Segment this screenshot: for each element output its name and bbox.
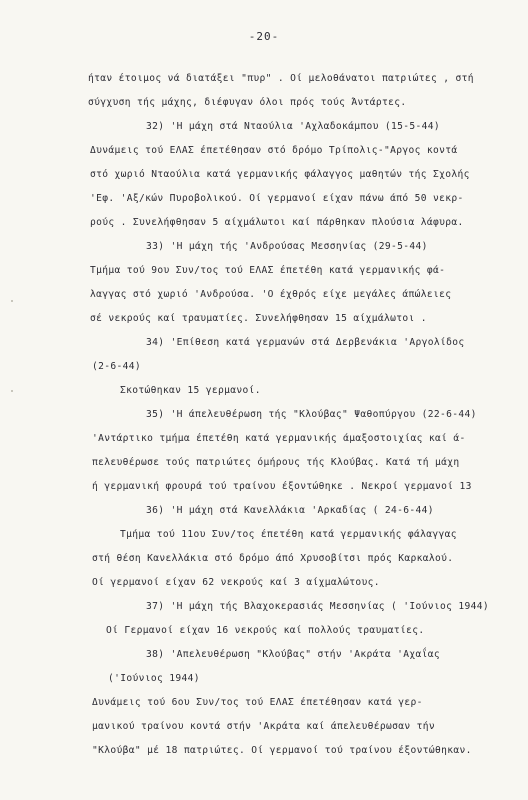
- section-heading: 35) 'Η άπελευθέρωση τής "Κλούβας" Ψαθοπύργου (22-6-44): [146, 409, 477, 420]
- section-heading-date: ('Ιούνιος 1944): [108, 673, 200, 684]
- text-line: ήταν έτοιμος νά διατάξει "πυρ" . Οί μελοθάνατοι πατριώτες , στή: [88, 73, 474, 84]
- punch-hole: [11, 300, 13, 302]
- text-line: στό χωριό Νταούλια κατά γερμανικής φάλαγγος μαθητών τής Σχολής: [90, 169, 470, 180]
- section-heading-date: (2-6-44): [92, 361, 142, 372]
- text-line: "Κλούβα" μέ 18 πατριώτες. Οί γερμανοί τού τραίνου έξοντώθηκαν.: [92, 745, 472, 756]
- page-number: -20-: [248, 30, 280, 43]
- section-heading: 37) 'Η μάχη τής Βλαχοκερασιάς Μεσσηνίας ( 'Ιούνιος 1944): [146, 601, 490, 612]
- text-line: μανικού τραίνου κοντά στήν 'Ακράτα καί άπελευθέρωσαν τήν: [92, 721, 436, 732]
- section-heading: 32) 'Η μάχη στά Νταούλια 'Αχλαδοκάμπου (15-5-44): [146, 121, 441, 132]
- section-heading: 34) 'Επίθεση κατά γερμανών στά Δερβενάκια 'Αργολίδος: [146, 337, 465, 348]
- text-line: σέ νεκρούς καί τραυματίες. Συνελήφθησαν 15 αίχμάλωτοι .: [90, 313, 427, 324]
- text-line: Σκοτώθηκαν 15 γερμανοί.: [120, 385, 261, 396]
- text-line: Δυνάμεις τού 6ου Συν/τος τού ΕΛΑΣ έπετέθησαν κατά γερ-: [92, 697, 423, 708]
- text-line: σύγχυση τής μάχης, διέφυγαν όλοι πρός τούς Άντάρτες.: [88, 97, 407, 108]
- text-line: Τμήμα τού 9ου Συν/τος τού ΕΛΑΣ έπετέθη κατά γερμανικής φά-: [90, 265, 446, 276]
- section-heading: 36) 'Η μάχη στά Κανελλάκια 'Αρκαδίας ( 24-6-44): [146, 505, 434, 516]
- text-line: ρούς . Συνελήφθησαν 5 αίχμάλωτοι καί πάρθηκαν πλούσια λάφυρα.: [90, 217, 464, 228]
- text-line: Τμήμα τού 11ου Συν/τος έπετέθη κατά γερμανικής φάλαγγας: [120, 529, 457, 540]
- text-line: Οί γερμανοί είχαν 62 νεκρούς καί 3 αίχμαλώτους.: [92, 577, 380, 588]
- section-heading: 33) 'Η μάχη τής 'Ανδρούσας Μεσσηνίας (29-5-44): [146, 241, 428, 252]
- text-line: 'Εφ. 'Αξ/κών Πυροβολικού. Οί γερμανοί είχαν πάνω άπό 50 νεκρ-: [90, 193, 464, 204]
- punch-hole: [11, 390, 13, 392]
- text-line: ή γερμανική φρουρά τού τραίνου έξοντώθηκε . Νεκροί γερμανοί 13: [92, 481, 472, 492]
- text-line: στή θέση Κανελλάκια στό δρόμο άπό Χρυσοβίτσι πρός Καρκαλού.: [92, 553, 454, 564]
- text-line: Δυνάμεις τού ΕΛΑΣ έπετέθησαν στό δρόμο Τρίπολις-"Αργος κοντά: [90, 145, 458, 156]
- section-heading: 38) 'Απελευθέρωση "Κλούβας" στήν 'Ακράτα 'Αχαΐας: [146, 649, 441, 660]
- text-line: Οί Γερμανοί είχαν 16 νεκρούς καί πολλούς τραυματίες.: [106, 625, 425, 636]
- text-line: πελευθέρωσε τούς πατριώτες όμήρους τής Κλούβας. Κατά τή μάχη: [92, 457, 460, 468]
- text-line: λαγγας στό χωριό 'Ανδρούσα. 'Ο έχθρός είχε μεγάλες άπώλειες: [90, 289, 452, 300]
- text-line: 'Αντάρτικο τμήμα έπετέθη κατά γερμανικής άμαξοστοιχίας καί ά-: [92, 433, 466, 444]
